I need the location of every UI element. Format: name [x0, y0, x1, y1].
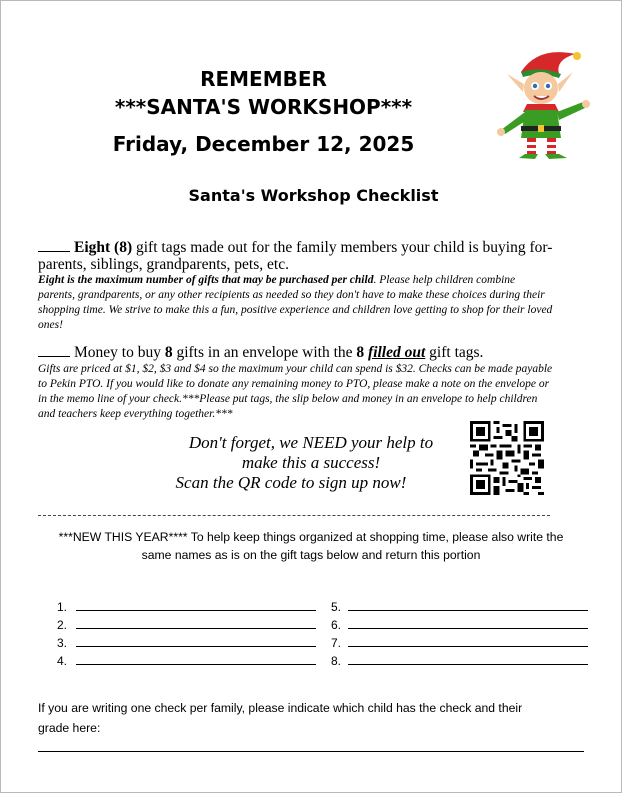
- number-label: 2.: [57, 618, 68, 632]
- number-label: 7.: [331, 636, 342, 650]
- number-label: 4.: [57, 654, 68, 668]
- item2-note-3: in the memo line of your check.***Please put tags, the slip below and money in an envelope to help children: [38, 393, 538, 405]
- item2-note-4: and teachers keep everything together.***: [38, 408, 233, 420]
- item2-filled-out: filled out: [368, 344, 426, 361]
- header-workshop: ***SANTA'S WORKSHOP***: [114, 95, 413, 119]
- number-label: 6.: [331, 618, 342, 632]
- name-row-5: [331, 598, 588, 614]
- cut-line: [38, 515, 550, 516]
- checklist-title: Santa's Workshop Checklist: [188, 186, 439, 205]
- item2-mid: gifts in an envelope with the: [172, 344, 357, 361]
- check-instructions-2: grade here:: [38, 721, 101, 735]
- check-answer-line[interactable]: [38, 751, 584, 752]
- cta-line-2: make this a success!: [241, 453, 381, 472]
- header-remember: REMEMBER: [200, 67, 327, 91]
- cta-line-3: Scan the QR code to sign up now!: [175, 473, 407, 492]
- checkbox-line[interactable]: [38, 239, 70, 252]
- number-label: 3.: [57, 636, 68, 650]
- name-row-4: [57, 652, 316, 668]
- name-row-7: [331, 634, 588, 650]
- name-line[interactable]: [76, 598, 316, 611]
- item1-text-2: parents, siblings, grandparents, pets, etc.: [38, 256, 289, 273]
- item2-pre: Money to buy: [74, 344, 165, 361]
- item1-note-text: . Please help children combine: [373, 274, 516, 286]
- name-line[interactable]: [348, 598, 588, 611]
- item1-text: gift tags made out for the family members your child is buying for-: [132, 239, 553, 256]
- number-label: 8.: [331, 654, 342, 668]
- name-row-1: [57, 598, 316, 614]
- name-row-2: [57, 616, 316, 632]
- item1-note-4: ones!: [38, 319, 63, 331]
- name-line[interactable]: [348, 616, 588, 629]
- item2-post: gift tags.: [425, 344, 484, 361]
- slip-intro-2: same names as is on the gift tags below and return this portion: [141, 548, 481, 562]
- item1-note-bold: Eight is the maximum number of gifts that may be purchased per child: [38, 274, 374, 286]
- item2-note-1: Gifts are priced at $1, $2, $3 and $4 so the maximum your child can spend is $32. Checks can be made payable: [38, 363, 553, 375]
- checklist-item-2: [38, 344, 598, 361]
- item2-note-2: to Pekin PTO. If you would like to donate any remaining money to PTO, please make a note on the envelope or: [38, 378, 550, 390]
- name-row-6: [331, 616, 588, 632]
- name-row-3: [57, 634, 316, 650]
- name-line[interactable]: [76, 652, 316, 665]
- item2-count: 8: [164, 344, 173, 361]
- elf-icon: [493, 46, 593, 161]
- name-line[interactable]: [76, 616, 316, 629]
- gift-tag-count: Eight (8): [74, 239, 133, 256]
- item1-note: [38, 273, 598, 288]
- item1-note-2: parents, grandparents, or any other recipients as needed so they don't have to make these choices during their: [38, 289, 545, 301]
- name-row-8: [331, 652, 588, 668]
- number-label: 5.: [331, 600, 342, 614]
- checklist-item-1: [38, 239, 598, 256]
- cta-line-1: Don't forget, we NEED your help to: [188, 433, 434, 452]
- name-line[interactable]: [348, 652, 588, 665]
- checkbox-line[interactable]: [38, 344, 70, 357]
- name-line[interactable]: [76, 634, 316, 647]
- name-line[interactable]: [348, 634, 588, 647]
- header-date: Friday, December 12, 2025: [112, 132, 415, 156]
- qr-code-icon[interactable]: [470, 421, 544, 495]
- check-instructions-1: If you are writing one check per family, please indicate which child has the check and their: [38, 701, 523, 715]
- item2-count2: 8: [356, 344, 365, 361]
- item1-note-3: shopping time. We strive to make this a fun, positive experience and children love getting to shop for their loved: [38, 304, 553, 316]
- slip-intro-1: ***NEW THIS YEAR**** To help keep things organized at shopping time, please also write the: [58, 530, 564, 544]
- number-label: 1.: [57, 600, 68, 614]
